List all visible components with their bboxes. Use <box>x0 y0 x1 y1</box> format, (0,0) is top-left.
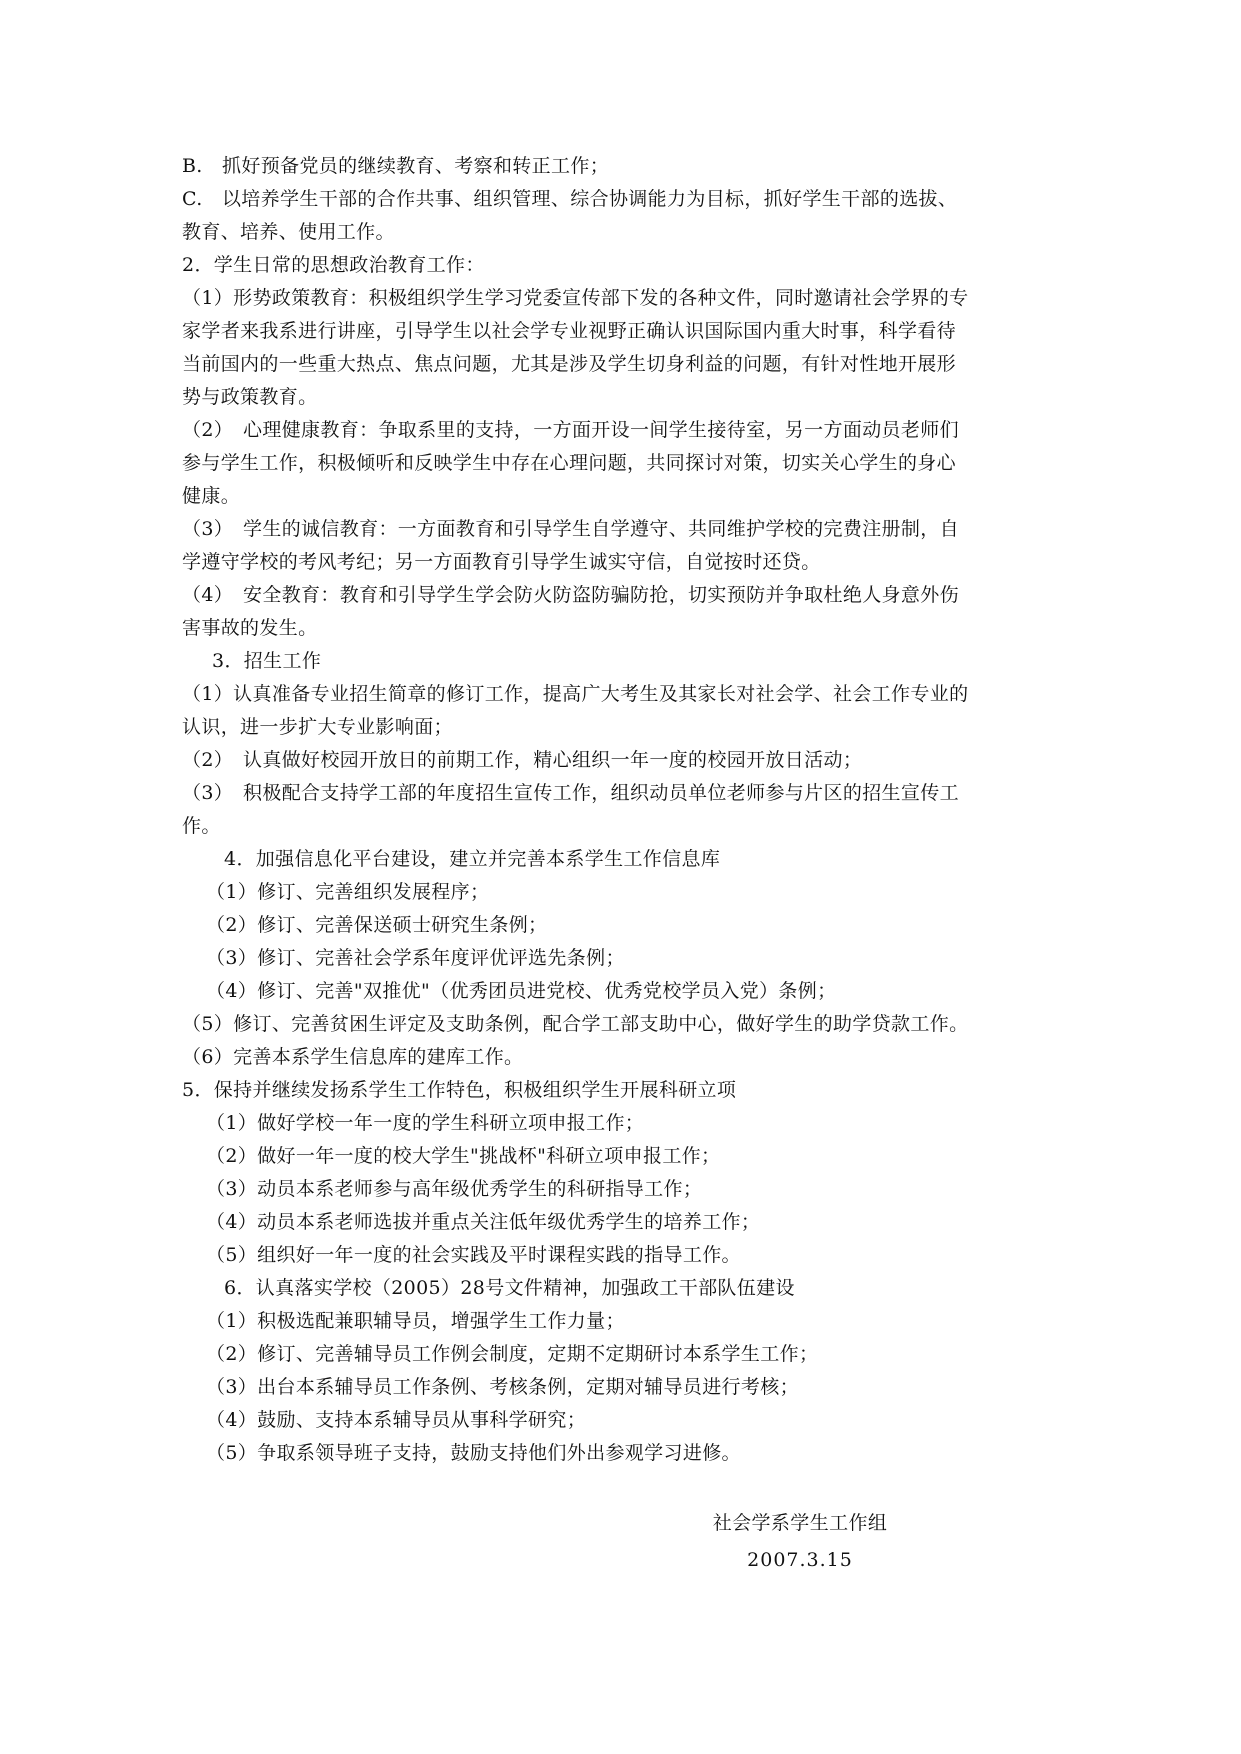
section-4-item-1: （1）修订、完善组织发展程序； <box>206 881 490 903</box>
section-2-item-4: （4） 安全教育：教育和引导学生学会防火防盗防骗防抢，切实预防并争取杜绝人身意外伤 <box>182 584 959 606</box>
section-5-item-5: （5）组织好一年一度的社会实践及平时课程实践的指导工作。 <box>206 1244 741 1266</box>
section-2-item-1-cont: 势与政策教育。 <box>182 386 318 408</box>
item-c-student-cadres-cont: 教育、培养、使用工作。 <box>182 221 395 243</box>
section-3-item-3-cont: 作。 <box>182 815 221 837</box>
section-6-item-1: （1）积极选配兼职辅导员，增强学生工作力量； <box>206 1310 625 1332</box>
item-b-probationary-members: B. 抓好预备党员的继续教育、考察和转正工作； <box>182 155 610 177</box>
section-5-item-3: （3）动员本系老师参与高年级优秀学生的科研指导工作； <box>206 1178 703 1200</box>
section-2-item-2: （2） 心理健康教育：争取系里的支持，一方面开设一间学生接待室，另一方面动员老师们 <box>182 419 959 441</box>
section-2-item-1: （1）形势政策教育：积极组织学生学习党委宣传部下发的各种文件，同时邀请社会学界的专 <box>182 287 969 309</box>
section-2-item-2-cont: 健康。 <box>182 485 241 507</box>
section-3-item-1-cont: 认识，进一步扩大专业影响面； <box>182 716 453 738</box>
section-4-item-4: （4）修订、完善"双推优"（优秀团员进党校、优秀党校学员入党）条例； <box>206 980 837 1002</box>
section-5-item-1: （1）做好学校一年一度的学生科研立项申报工作； <box>206 1112 645 1134</box>
section-2-heading: 2．学生日常的思想政治教育工作： <box>182 254 485 276</box>
section-2-item-4-cont: 害事故的发生。 <box>182 617 318 639</box>
section-6-item-5: （5）争取系领导班子支持，鼓励支持他们外出参观学习进修。 <box>206 1442 741 1464</box>
section-2-item-3-cont: 学遵守学校的考风考纪；另一方面教育引导学生诚实守信，自觉按时还贷。 <box>182 551 821 573</box>
section-6-item-3: （3）出台本系辅导员工作条例、考核条例，定期对辅导员进行考核； <box>206 1376 799 1398</box>
section-4-item-5: （5）修订、完善贫困生评定及支助条例，配合学工部支助中心，做好学生的助学贷款工作。 <box>182 1013 969 1035</box>
section-4-item-2: （2）修订、完善保送硕士研究生条例； <box>206 914 548 936</box>
section-2-item-1-cont: 家学者来我系进行讲座，引导学生以社会学专业视野正确认识国际国内重大时事，科学看待 <box>182 320 957 342</box>
section-5-item-4: （4）动员本系老师选拔并重点关注低年级优秀学生的培养工作； <box>206 1211 761 1233</box>
signature-date: 2007.3.15 <box>747 1549 853 1571</box>
section-2-item-1-cont: 当前国内的一些重大热点、焦点问题，尤其是涉及学生切身利益的问题，有针对性地开展形 <box>182 353 957 375</box>
section-6-item-4: （4）鼓励、支持本系辅导员从事科学研究； <box>206 1409 587 1431</box>
document-body <box>182 150 1062 1470</box>
section-5-item-2: （2）做好一年一度的校大学生"挑战杯"科研立项申报工作； <box>206 1145 721 1167</box>
section-3-item-2: （2） 认真做好校园开放日的前期工作，精心组织一年一度的校园开放日活动； <box>182 749 863 771</box>
item-c-student-cadres: C. 以培养学生干部的合作共事、组织管理、综合协调能力为目标，抓好学生干部的选拔、 <box>182 188 958 210</box>
signature-organization: 社会学系学生工作组 <box>712 1512 888 1534</box>
section-4-item-6: （6）完善本系学生信息库的建库工作。 <box>182 1046 524 1068</box>
section-3-item-1: （1）认真准备专业招生简章的修订工作，提高广大考生及其家长对社会学、社会工作专业的 <box>182 683 969 705</box>
signature-block <box>680 1505 920 1579</box>
section-6-item-2: （2）修订、完善辅导员工作例会制度，定期不定期研讨本系学生工作； <box>206 1343 819 1365</box>
section-4-heading: 4．加强信息化平台建设，建立并完善本系学生工作信息库 <box>224 848 721 870</box>
section-5-heading: 5．保持并继续发扬系学生工作特色，积极组织学生开展科研立项 <box>182 1079 737 1101</box>
section-3-heading: 3．招生工作 <box>212 650 322 672</box>
section-2-item-3: （3） 学生的诚信教育：一方面教育和引导学生自学遵守、共同维护学校的完费注册制，自 <box>182 518 959 540</box>
section-4-item-3: （3）修订、完善社会学系年度评优评选先条例； <box>206 947 625 969</box>
section-2-item-2-cont: 参与学生工作，积极倾听和反映学生中存在心理问题，共同探讨对策，切实关心学生的身心 <box>182 452 957 474</box>
section-6-heading: 6．认真落实学校（2005）28号文件精神，加强政工干部队伍建设 <box>224 1277 795 1299</box>
section-3-item-3: （3） 积极配合支持学工部的年度招生宣传工作，组织动员单位老师参与片区的招生宣传工 <box>182 782 959 804</box>
